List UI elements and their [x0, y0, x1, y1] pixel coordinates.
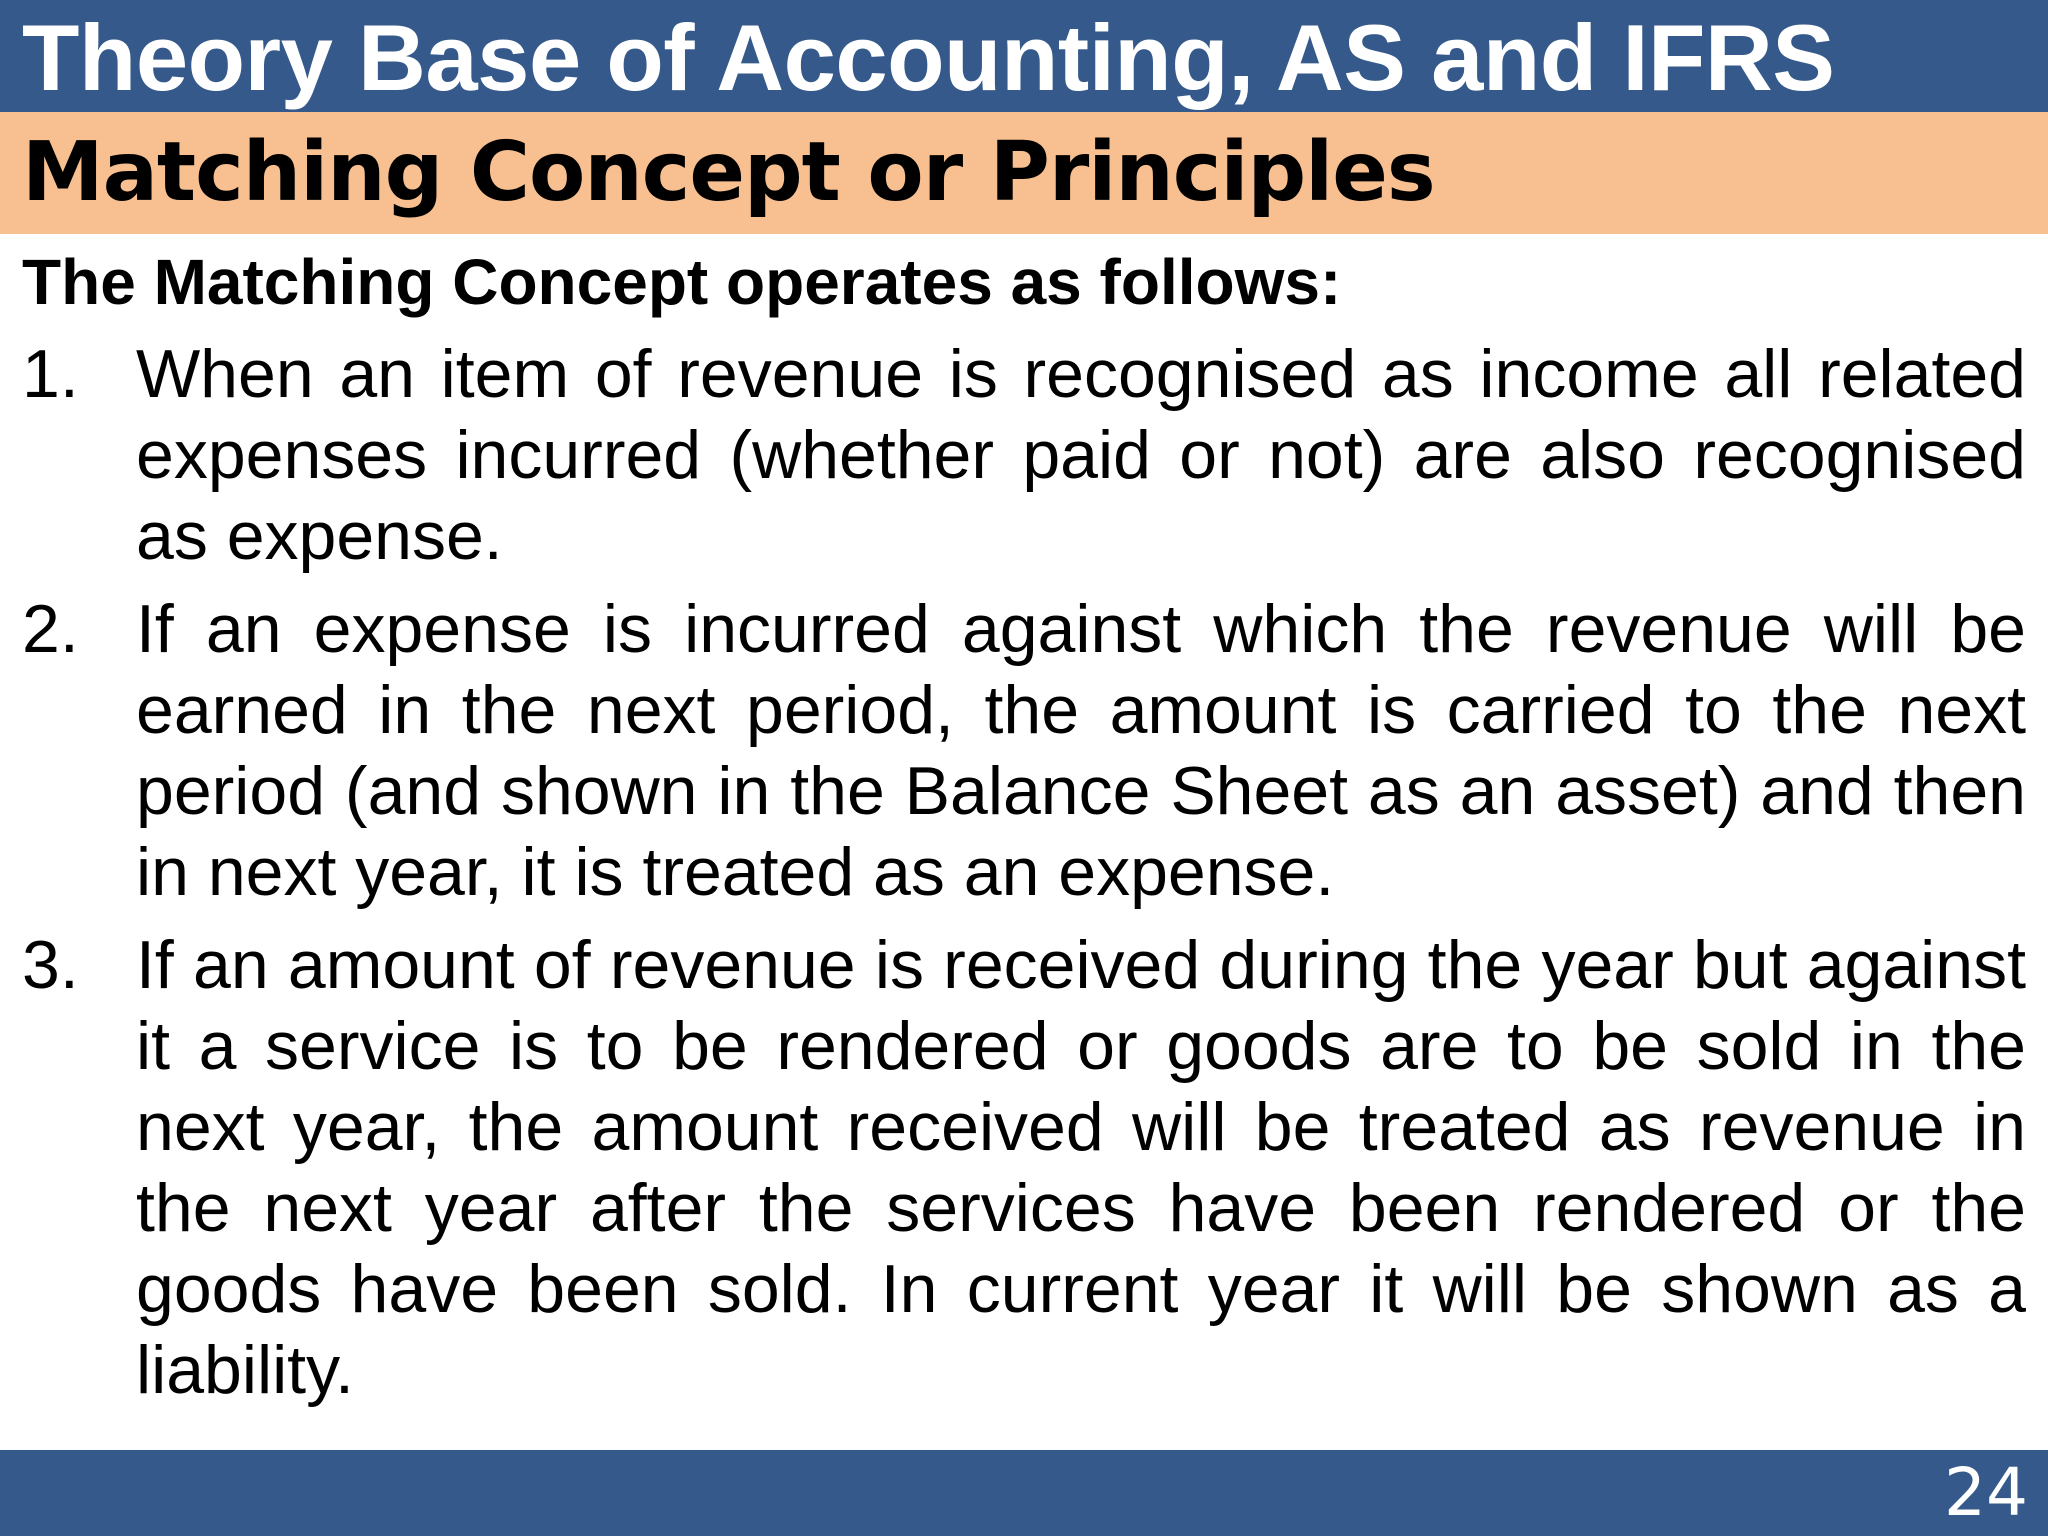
slide-title: Theory Base of Accounting, AS and IFRS: [22, 5, 1835, 110]
list-item-number: 2.: [22, 591, 79, 667]
points-list: [22, 334, 2026, 1411]
intro-text: The Matching Concept operates as follows:: [22, 246, 1342, 318]
list-item: [22, 925, 2026, 1411]
page-number: 24: [1944, 1454, 2028, 1531]
list-item: [22, 334, 2026, 577]
slide-subtitle: Matching Concept or Principles: [22, 125, 1435, 220]
list-item-text: If an expense is incurred against which the revenue will be earned in the next period, the amount is carried to the next period (and shown in the Balance Sheet as an asset) and then in next year, it is treated as an expense.: [136, 591, 2026, 910]
list-item: [22, 589, 2026, 913]
list-item-text: When an item of revenue is recognised as income all related expenses incurred (whether paid or not) are also recognised as expense.: [136, 336, 2026, 574]
list-item-number: 1.: [22, 336, 79, 412]
footer-bar: [0, 1450, 2048, 1536]
list-item-number: 3.: [22, 927, 79, 1003]
title-bar: [0, 0, 2048, 112]
subtitle-bar: [0, 112, 2048, 234]
list-item-text: If an amount of revenue is received during the year but against it a service is to be rendered or goods are to be sold in the next year, the amount received will be treated as revenue in the next year after the services have been rendered or the goods have been sold. In current year it will be shown as a liability.: [136, 927, 2026, 1408]
slide-content: [22, 240, 2026, 1423]
